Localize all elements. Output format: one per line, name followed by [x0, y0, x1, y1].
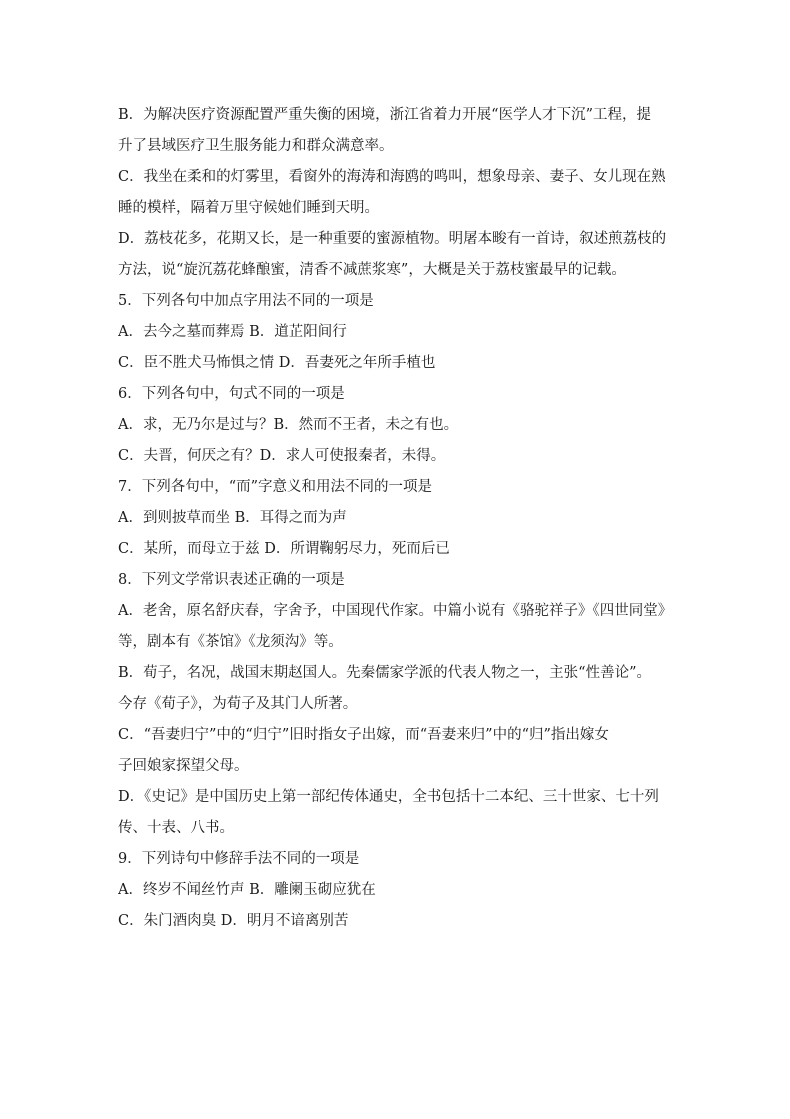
- q9-options-ab: A．终岁不闻丝竹声 B．雕阑玉砌应犹在: [118, 882, 376, 898]
- question-5: 5．下列各句中加点字用法不同的一项是: [118, 293, 374, 309]
- q7-options-cd: C．某所，而母立于兹 D．所谓鞠躬尽力，死而后已: [118, 541, 450, 557]
- q8-option-c-line-1: C．“吾妻归宁”中的“归宁”旧时指女子出嫁，而“吾妻来归”中的“归”指出嫁女: [118, 727, 609, 743]
- option-c-line-2: 睡的模样，隔着万里守候她们睡到天明。: [118, 200, 379, 216]
- q8-option-a-line-1: A．老舍，原名舒庆春，字舍予，中国现代作家。中篇小说有《骆驼祥子》《四世同堂》: [118, 603, 673, 619]
- q5-options-cd: C．臣不胜犬马怖惧之情 D．吾妻死之年所手植也: [118, 355, 436, 371]
- document-body: [118, 100, 678, 937]
- q8-option-b-line-2: 今存《荀子》，为荀子及其门人所著。: [118, 696, 358, 712]
- q7-options-ab: A．到则披草而坐 B．耳得之而为声: [118, 510, 347, 526]
- q8-option-d-line-2: 传、十表、八书。: [118, 820, 234, 836]
- question-8: 8．下列文学常识表述正确的一项是: [118, 572, 345, 588]
- q8-option-d-line-1: D．《史记》是中国历史上第一部纪传体通史，全书包括十二本纪、三十世家、七十列: [118, 789, 659, 805]
- q5-options-ab: A．去今之墓而葬焉 B．道芷阳间行: [118, 324, 347, 340]
- option-c-line-1: C．我坐在柔和的灯雾里，看窗外的海涛和海鸥的鸣叫，想象母亲、妻子、女儿现在熟: [118, 169, 666, 185]
- question-7: 7．下列各句中，“而”字意义和用法不同的一项是: [118, 479, 433, 495]
- q6-options-ab: A．求，无乃尔是过与？B．然而不王者，未之有也。: [118, 417, 459, 433]
- option-d-line-1: D．荔枝花多，花期又长，是一种重要的蜜源植物。明屠本畯有一首诗，叙述煎荔枝的: [118, 231, 667, 247]
- option-b-line-1: B．为解决医疗资源配置严重失衡的困境，浙江省着力开展“医学人才下沉”工程，提: [118, 107, 651, 123]
- option-b-line-2: 升了县域医疗卫生服务能力和群众满意率。: [118, 138, 394, 154]
- q6-options-cd: C．夫晋，何厌之有？D．求人可使报秦者，未得。: [118, 448, 446, 464]
- question-9: 9．下列诗句中修辞手法不同的一项是: [118, 851, 360, 867]
- q8-option-c-line-2: 子回娘家探望父母。: [118, 758, 249, 774]
- q8-option-b-line-1: B．荀子，名况，战国末期赵国人。先秦儒家学派的代表人物之一，主张“性善论”。: [118, 665, 651, 681]
- q8-option-a-line-2: 等，剧本有《茶馆》《龙须沟》等。: [118, 634, 343, 650]
- question-6: 6．下列各句中，句式不同的一项是: [118, 386, 345, 402]
- q9-options-cd: C．朱门酒肉臭 D．明月不谙离别苦: [118, 913, 349, 929]
- option-d-line-2: 方法，说“旋沉荔花蜂酿蜜，清香不减蔗浆寒”，大概是关于荔枝蜜最早的记载。: [118, 262, 626, 278]
